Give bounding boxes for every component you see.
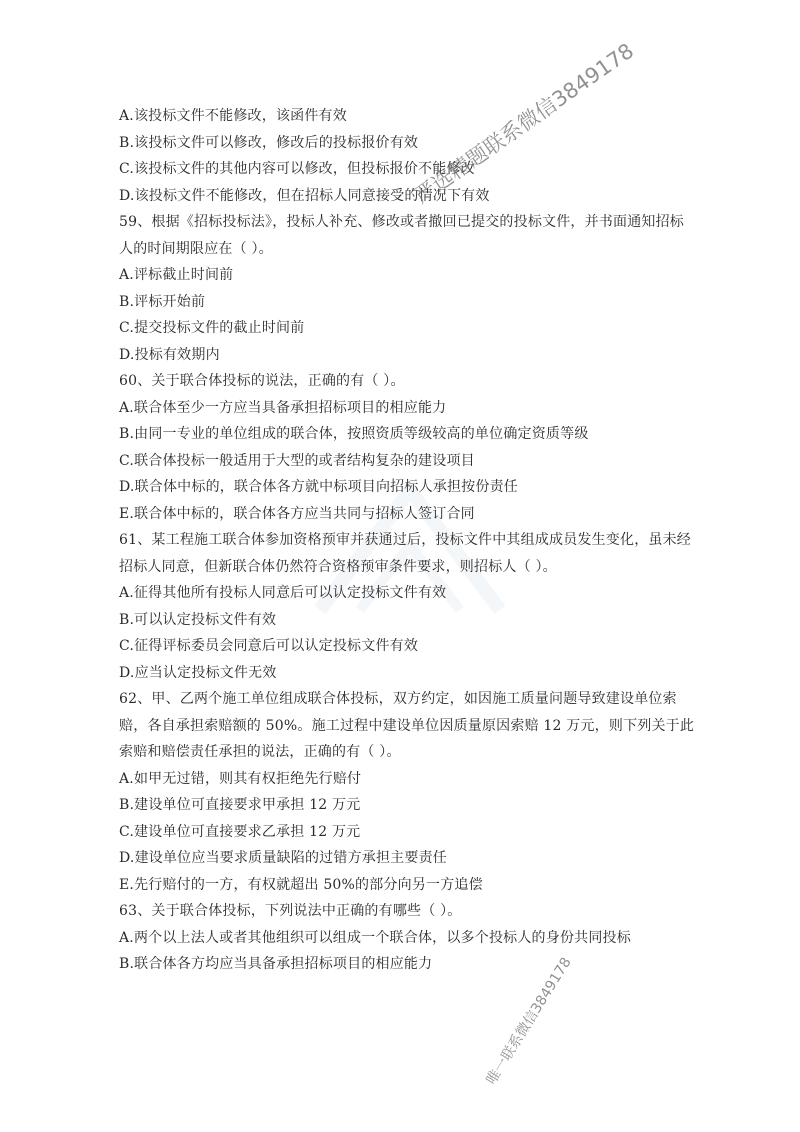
q63-option-a: A.两个以上法人或者其他组织可以组成一个联合体，以多个投标人的身份共同投标 bbox=[119, 929, 631, 946]
watermark-top: 严选精题联系微信3849178 bbox=[410, 38, 639, 209]
q59-option-c: C.提交投标文件的截止时间前 bbox=[119, 320, 305, 336]
q60-option-c: C.联合体投标一般适用于大型的或者结构复杂的建设项目 bbox=[119, 452, 475, 469]
option-b-text: B.该投标文件可以修改，修改后的投标报价有效 bbox=[119, 134, 419, 151]
question-content bbox=[119, 103, 699, 978]
option-c-text: C.该投标文件的其他内容可以修改，但投标报价不能修改 bbox=[119, 161, 475, 177]
q62-option-b: B.建设单位可直接要求甲承担 12 万元 bbox=[119, 797, 361, 813]
option-d-text: D.该投标文件不能修改，但在招标人同意接受的情况下有效 bbox=[119, 187, 490, 204]
q60-option-a: A.联合体至少一方应当具备承担招标项目的相应能力 bbox=[119, 399, 447, 416]
question-62: 62、甲、乙两个施工单位组成联合体投标，双方约定，如因施工质量问题导致建设单位索赔，各自承担索赔额的 50%。施工过程中建设单位因质量原因索赔 12 万元，则下列关于此索赔和赔偿责任承担的说法，正确的有（ ）。 bbox=[119, 691, 695, 760]
q59-option-b: B.评标开始前 bbox=[119, 293, 206, 310]
question-61: 61、某工程施工联合体参加资格预审并获通过后，投标文件中其组成成员发生变化，虽未经招标人同意，但新联合体仍然符合资格预审条件要求，则招标人（ ）。 bbox=[119, 532, 692, 575]
q62-option-d: D.建设单位应当要求质量缺陷的过错方承担主要责任 bbox=[119, 850, 447, 866]
q59-option-d: D.投标有效期内 bbox=[119, 346, 220, 363]
q62-option-a: A.如甲无过错，则其有权拒绝先行赔付 bbox=[119, 770, 362, 787]
question-63: 63、关于联合体投标，下列说法中正确的有哪些（ ）。 bbox=[119, 903, 462, 919]
q63-option-b: B.联合体各方均应当具备承担招标项目的相应能力 bbox=[119, 956, 433, 972]
question-59: 59、根据《招标投标法》，投标人补充、修改或者撤回已提交的投标文件，并书面通知招标人的时间期限应在（ ）。 bbox=[119, 214, 685, 257]
q60-option-e: E.联合体中标的，联合体各方应当共同与招标人签订合同 bbox=[119, 505, 475, 522]
q60-option-b: B.由同一专业的单位组成的联合体，按照资质等级较高的单位确定资质等级 bbox=[119, 426, 589, 442]
option-a-text: A.该投标文件不能修改，该函件有效 bbox=[119, 108, 347, 124]
q62-option-c: C.建设单位可直接要求乙承担 12 万元 bbox=[119, 823, 361, 840]
q60-option-d: D.联合体中标的，联合体各方就中标项目向招标人承担按份责任 bbox=[119, 479, 518, 495]
question-60: 60、关于联合体投标的说法，正确的有（ ）。 bbox=[119, 373, 405, 389]
q61-option-c: C.征得评标委员会同意后可以认定投标文件有效 bbox=[119, 638, 419, 654]
q61-option-d: D.应当认定投标文件无效 bbox=[119, 664, 277, 681]
q61-option-a: A.征得其他所有投标人同意后可以认定投标文件有效 bbox=[119, 585, 447, 601]
watermark-bottom: 唯一联系微信3849178 bbox=[483, 954, 575, 1088]
q62-option-e: E.先行赔付的一方，有权就超出 50%的部分向另一方追偿 bbox=[119, 876, 483, 893]
q61-option-b: B.可以认定投标文件有效 bbox=[119, 611, 277, 628]
q59-option-a: A.评标截止时间前 bbox=[119, 267, 234, 283]
